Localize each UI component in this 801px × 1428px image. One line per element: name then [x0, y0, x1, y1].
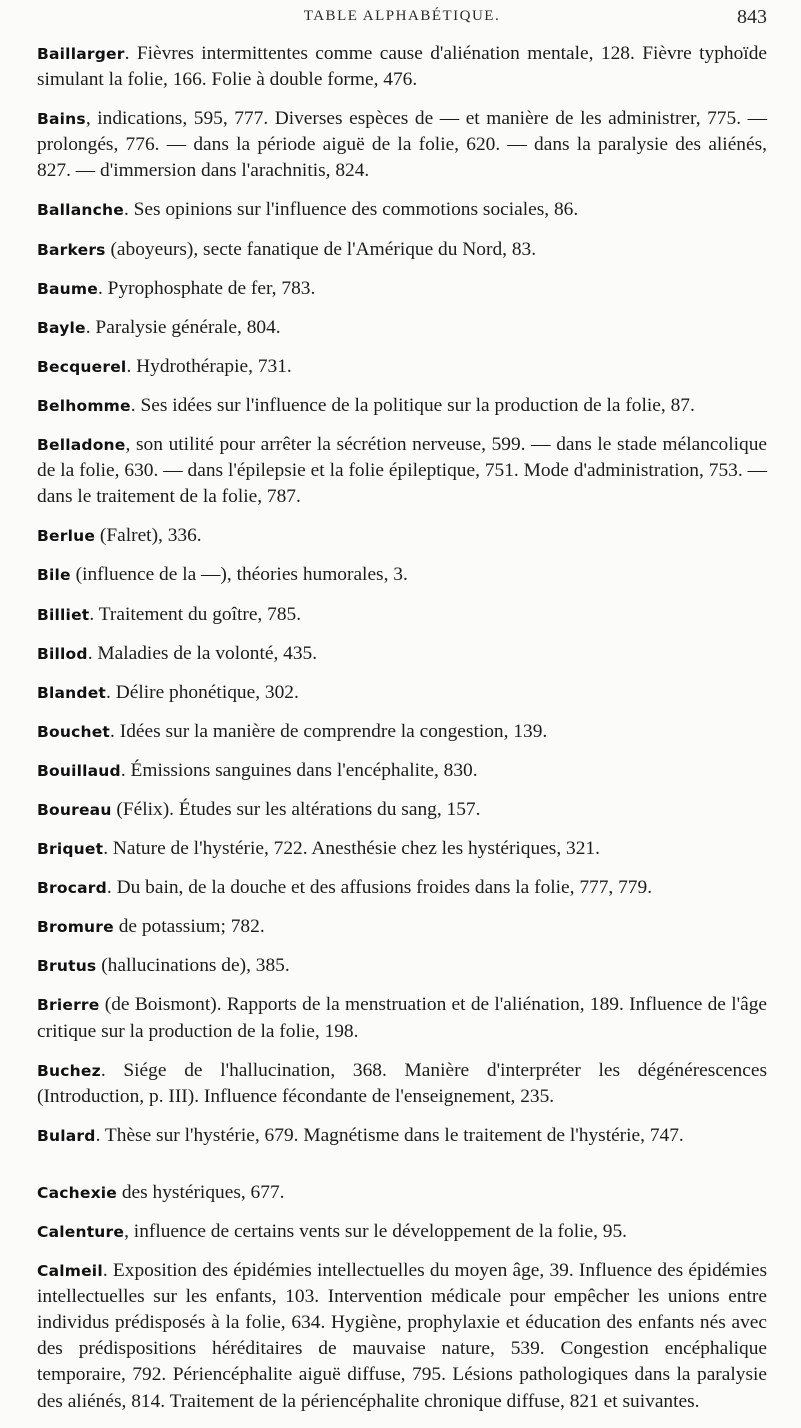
entry-term: Billod	[37, 644, 88, 663]
entry-term: Belhomme	[37, 396, 131, 415]
index-entry	[37, 197, 767, 223]
index-entry	[37, 393, 767, 419]
entry-term: Boureau	[37, 800, 112, 819]
entry-term: Baume	[37, 279, 98, 298]
entry-text: . Ses idées sur l'influence de la politique sur la production de la folie, 87.	[130, 394, 695, 416]
entry-term: Bayle	[37, 318, 86, 337]
index-entry	[37, 758, 767, 784]
index-entry	[37, 432, 767, 510]
entry-term: Calmeil	[37, 1262, 103, 1281]
entry-term: Calenture	[37, 1223, 125, 1241]
entry-text: . Ses opinions sur l'influence des commotions sociales, 86.	[123, 199, 579, 221]
entry-text: . Émissions sanguines dans l'encéphalite, 830.	[120, 759, 478, 781]
entry-text: (de Boismont). Rapports de la menstruation et de l'aliénation, 189. Influence de l'âge critique sur la production de la folie, 198.	[37, 994, 767, 1042]
entry-text: . Du bain, de la douche et des affusions froides dans la folie, 777, 779.	[106, 877, 653, 899]
index-entry	[37, 276, 767, 302]
entry-term: Berlue	[37, 527, 96, 546]
entry-text: . Exposition des épidémies intellectuelles du moyen âge, 39. Influence des épidémies intellectuelles sur les enfants, 103. Intervention médicale pour empêcher les unions entre individus prédisposés à la folie, 634. Hygiène, prophylaxie et éducation des enfants nés avec des prédispositions héréditaires de mauvaise nature, 539. Congestion encéphalique temporaire, 792. Périencéphalite aiguë diffuse, 795. Lésions pathologiques dans la paralysie des aliénés, 814. Traitement de la périencéphalite chronique diffuse, 821 et suivantes.	[37, 1260, 767, 1412]
index-entry	[37, 106, 767, 184]
index-entry	[37, 875, 767, 901]
index-entry	[37, 836, 767, 862]
entry-term: Barkers	[37, 240, 106, 259]
entry-text: (Félix). Études sur les altérations du sang, 157.	[111, 798, 481, 820]
entry-text: (influence de la —), théories humorales, 3.	[70, 564, 408, 586]
entry-text: . Siége de l'hallucination, 368. Manière d'interpréter les dégénérescences (Introduction, p. III). Influence fécondante de l'enseignement, 235.	[37, 1059, 767, 1107]
entry-text: , son utilité pour arrêter la sécrétion nerveuse, 599. — dans le stade mélancolique de la folie, 630. — dans l'épilepsie et la folie épileptique, 751. Mode d'administration, 753. — dans le traitement de la folie, 787.	[37, 434, 767, 508]
running-title: TABLE ALPHABÉTIQUE.	[303, 8, 501, 24]
entry-term: Belladone	[37, 436, 126, 455]
index-entry	[37, 719, 767, 745]
entry-term: Baillarger	[37, 45, 125, 63]
index-entries	[37, 41, 767, 1428]
entry-text: . Thèse sur l'hystérie, 679. Magnétisme dans le traitement de l'hystérie, 747.	[95, 1124, 684, 1146]
page-number: 843	[737, 6, 767, 28]
entry-text: . Délire phonétique, 302.	[106, 681, 299, 703]
entry-term: Cachexie	[37, 1183, 117, 1202]
index-entry	[37, 1123, 767, 1149]
entry-term: Billiet	[37, 605, 90, 624]
entry-term: Brocard	[37, 879, 107, 898]
running-header	[37, 6, 767, 34]
letter-section-gap	[37, 1162, 767, 1180]
index-entry	[37, 641, 767, 667]
entry-text: . Idées sur la manière de comprendre la congestion, 139.	[110, 720, 548, 742]
index-entry	[37, 354, 767, 380]
entry-term: Bile	[37, 566, 71, 585]
index-entry	[37, 237, 767, 263]
entry-text: (hallucinations de), 385.	[96, 955, 290, 977]
entry-term: Bains	[37, 110, 86, 129]
index-entry	[37, 315, 767, 341]
entry-term: Bulard	[37, 1126, 96, 1145]
entry-term: Blandet	[37, 683, 107, 702]
entry-text: . Traitement du goître, 785.	[89, 603, 302, 625]
index-entry	[37, 953, 767, 979]
entry-text: . Hydrothérapie, 731.	[126, 355, 292, 377]
entry-text: . Maladies de la volonté, 435.	[87, 642, 318, 664]
index-entry	[37, 523, 767, 549]
entry-text: (aboyeurs), secte fanatique de l'Amérique du Nord, 83.	[105, 238, 537, 260]
entry-text: . Pyrophosphate de fer, 783.	[97, 277, 316, 299]
entry-text: . Nature de l'hystérie, 722. Anesthésie chez les hystériques, 321.	[103, 838, 600, 860]
index-entry	[37, 992, 767, 1044]
index-entry	[37, 1258, 767, 1415]
entry-text: de potassium; 782.	[113, 916, 265, 938]
entry-text: , indications, 595, 777. Diverses espèces de — et manière de les administrer, 775. — prolongés, 776. — dans la période aiguë de la folie, 620. — dans la paralysie des aliénés, 827. — d'immersion dans l'arachnitis, 824.	[37, 108, 767, 182]
index-entry	[37, 602, 767, 628]
entry-term: Briquet	[37, 840, 104, 859]
entry-term: Bouillaud	[37, 761, 121, 780]
index-entry	[37, 797, 767, 823]
index-entry	[37, 1180, 767, 1206]
entry-term: Brierre	[37, 996, 100, 1015]
entry-text: , influence de certains vents sur le développement de la folie, 95.	[124, 1221, 628, 1242]
entry-text: . Fièvres intermittentes comme cause d'aliénation mentale, 128. Fièvre typhoïde simulant la folie, 166. Folie à double forme, 476.	[37, 43, 767, 91]
entry-text: (Falret), 336.	[95, 525, 202, 547]
entry-term: Becquerel	[37, 357, 127, 376]
index-entry	[37, 914, 767, 940]
index-entry	[37, 41, 767, 93]
entry-text: . Paralysie générale, 804.	[85, 316, 281, 338]
entry-term: Ballanche	[37, 201, 124, 220]
index-entry	[37, 1058, 767, 1110]
index-entry	[37, 562, 767, 588]
entry-term: Brutus	[37, 957, 97, 976]
entry-term: Buchez	[37, 1061, 101, 1080]
entry-term: Bromure	[37, 918, 114, 937]
index-entry	[37, 680, 767, 706]
entry-term: Bouchet	[37, 722, 111, 741]
entry-text: des hystériques, 677.	[117, 1181, 285, 1203]
index-entry	[37, 1219, 767, 1245]
